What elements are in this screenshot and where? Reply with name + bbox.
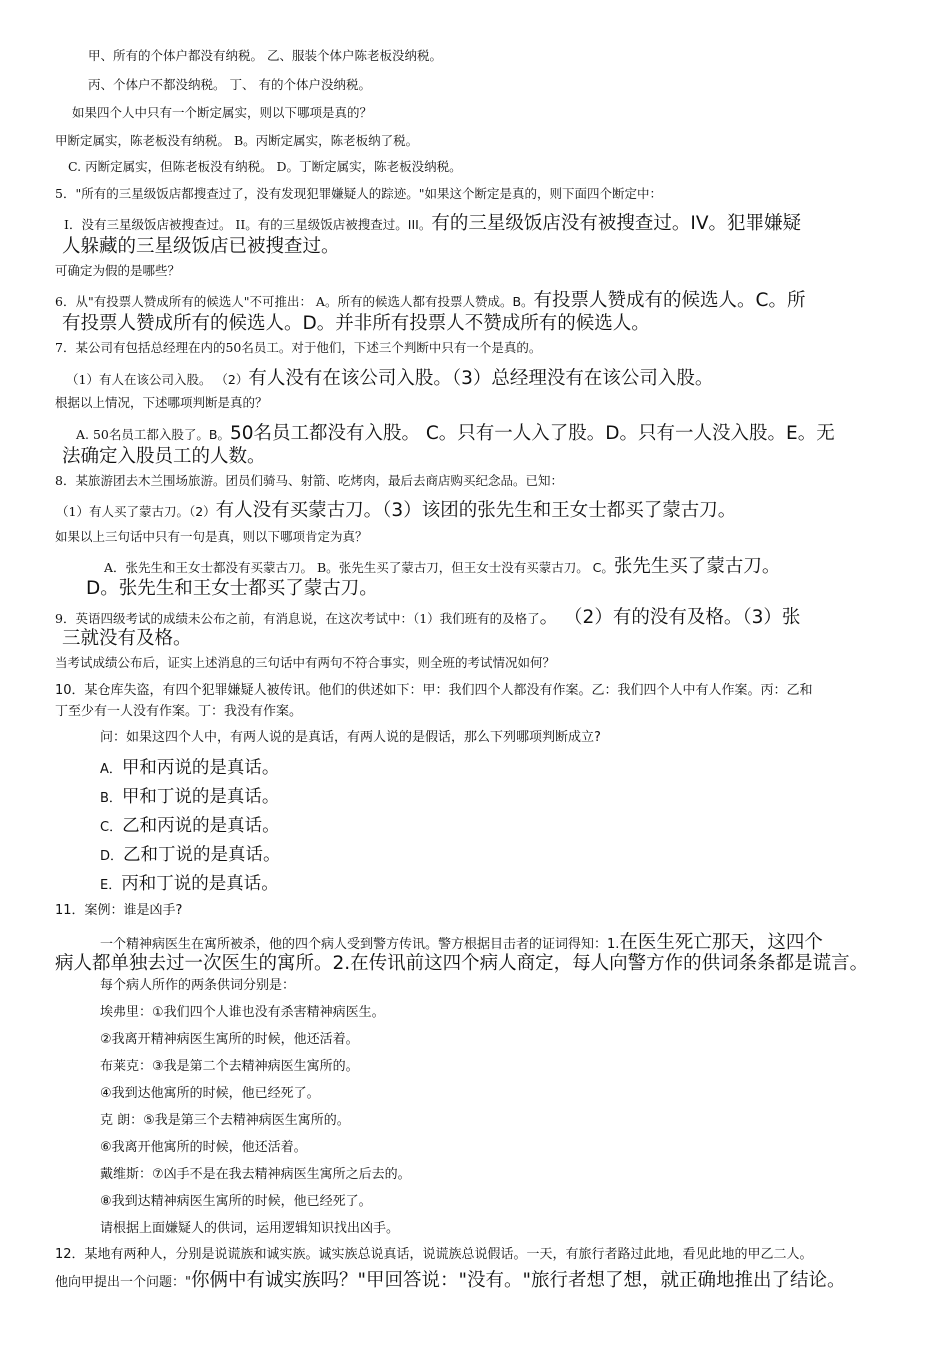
q12-line2 xyxy=(55,1270,846,1291)
q10-option-c xyxy=(100,816,280,836)
q7-question: 根据以上情况，下述哪项判断是真的？ xyxy=(55,395,268,410)
q8-stem: 8．某旅游团去木兰围场旅游。团员们骑马、射箭、吃烤肉，最后去商店购买纪念品。已知： xyxy=(55,473,563,488)
q8-statement-prefix: （1） xyxy=(56,504,89,519)
q11-statement-black-1: 布莱克：③我是第二个去精神病医生寓所的。 xyxy=(100,1059,359,1074)
q9-line2: 三就没有及格。 xyxy=(62,628,192,649)
q8-answer-a: A．张先生和王女士都没有买蒙古刀。 B。 xyxy=(104,560,339,575)
q4-question: 如果四个人中只有一个断定属实，则以下哪项是真的？ xyxy=(72,105,373,120)
q4-options-cd: 丙、个体户不都没纳税。 丁、 有的个体户没纳税。 xyxy=(88,77,371,92)
q9-line1 xyxy=(55,607,800,628)
q5-statements-line2: 人躲藏的三星级饭店已被搜查过。 xyxy=(62,236,340,257)
q11-statement-crown-2: ⑥我离开他寓所的时候，他还活着。 xyxy=(100,1140,307,1155)
q6-option-b: 有投票人赞成有的候选人。C。所 xyxy=(533,290,806,311)
q10-option-text: 乙和丁说的是真话。 xyxy=(123,845,281,865)
q10-option-letter: B． xyxy=(100,791,122,806)
q5-statement-2: 有的三星级饭店被搜查过。III。 xyxy=(257,217,432,232)
q8-statement-1: 有人买了蒙古刀。（2） xyxy=(88,504,216,519)
q8-answer-c: 张先生买了蒙古刀。 xyxy=(613,556,781,577)
q11-statement-crown-1: 克 朗：⑤我是第三个去精神病医生寓所的。 xyxy=(100,1113,350,1128)
q11-intro: 每个病人所作的两条供词分别是： xyxy=(100,978,296,993)
q11-paragraph-big: 在医生死亡那天，这四个 xyxy=(619,932,823,953)
q8-statements xyxy=(56,500,736,521)
q10-option-text: 丙和丁说的是真话。 xyxy=(121,874,279,894)
q5-statements-line1 xyxy=(64,213,801,234)
q11-statement-davis-2: ⑧我到达精神病医生寓所的时候，他已经死了。 xyxy=(100,1194,372,1209)
q11-paragraph-line2: 病人都单独去过一次医生的寓所。2.在传讯前这四个病人商定，每人向警方作的供词条条都是谎言。 xyxy=(55,953,869,974)
q11-statement-black-2: ④我到达他寓所的时候，他已经死了。 xyxy=(100,1086,320,1101)
q4-answers-ab xyxy=(55,134,418,148)
q10-option-letter: A． xyxy=(100,762,122,777)
q12-line2-start: 他向甲提出一个问题：" xyxy=(55,1275,191,1290)
q10-option-letter: C． xyxy=(100,820,123,835)
q6-stem: 6．从"有投票人赞成所有的候选人"不可推出： A。 xyxy=(55,294,338,309)
q11-instruction: 请根据上面嫌疑人的供词，运用逻辑知识找出凶手。 xyxy=(100,1221,400,1236)
q10-stem-line2: 丁至少有一人没有作案。丁：我没有作案。 xyxy=(55,704,303,719)
q7-judgement-1: 有人在该公司入股。 （2） xyxy=(98,372,249,387)
q10-stem-line1: 10．某仓库失盗，有四个犯罪嫌疑人被传讯。他们的供述如下：甲：我们四个人都没有作案。乙：我们四个人中有人作案。丙：乙和 xyxy=(55,683,813,698)
q10-option-text: 乙和丙说的是真话。 xyxy=(122,816,280,836)
q7-judgements xyxy=(66,368,713,389)
q10-question: 问：如果这四个人中，有两人说的是真话，有两人说的是假话，那么下列哪项判断成立? xyxy=(100,730,601,745)
q7-judgement-2-3: 有人没有在该公司入股。（3）总经理没有在该公司入股。 xyxy=(248,368,714,389)
q8-answers-line1 xyxy=(104,556,780,577)
q11-statement-avery-2: ②我离开精神病医生寓所的时候，他还活着。 xyxy=(100,1032,359,1047)
q8-answer-d: D。张先生和王女士都买了蒙古刀。 xyxy=(86,578,378,599)
q10-option-text: 甲和丁说的是真话。 xyxy=(121,787,280,807)
q5-statement-3-4: 有的三星级饭店没有被搜查过。IV。犯罪嫌疑 xyxy=(431,213,801,234)
q7-answers-line2: 法确定入股员工的人数。 xyxy=(62,446,266,467)
q6-line2: 有投票人赞成所有的候选人。D。并非所有投票人不赞成所有的候选人。 xyxy=(62,313,650,334)
q10-option-letter: D． xyxy=(100,849,124,864)
q7-answer-a: 名员工都入股了。B。 xyxy=(108,427,230,442)
q7-answers-line1 xyxy=(76,423,835,444)
q8-statement-2-3: 有人没有买蒙古刀。（3）该团的张先生和王女士都买了蒙古刀。 xyxy=(215,500,737,521)
q5-statement-1: I．没有三星级饭店被搜查过。 II。 xyxy=(64,217,258,232)
q4-answer-a: 甲断定属实，陈老板没有纳税。 B。 xyxy=(55,133,256,148)
q7-answer-b-e: 50名员工都没有入股。 C。只有一人入了股。D。只有一人没入股。E。无 xyxy=(229,423,835,444)
q4-answer-d: 丁断定属实，陈老板没纳税。 xyxy=(299,159,462,174)
q10-option-a xyxy=(100,758,279,778)
q11-statement-davis-1: 戴维斯：⑦凶手不是在我去精神病医生寓所之后去的。 xyxy=(100,1167,411,1182)
q10-option-text: 甲和丙说的是真话。 xyxy=(121,758,280,778)
q4-answer-c: C. 丙断定属实，但陈老板没有纳税。 D。 xyxy=(68,159,300,174)
q11-paragraph-line1 xyxy=(100,932,823,953)
q10-option-d xyxy=(100,845,281,865)
q9-tail: 当考试成绩公布后，证实上述消息的三句话中有两句不符合事实，则全班的考试情况如何？ xyxy=(55,655,556,670)
q8-question: 如果以上三句话中只有一句是真，则以下哪项肯定为真？ xyxy=(55,529,368,544)
q4-options-ab: 甲、所有的个体户都没有纳税。 乙、服装个体户陈老板没纳税。 xyxy=(88,48,442,63)
q11-paragraph-start: 一个精神病医生在寓所被杀，他的四个病人受到警方传讯。警方根据目击者的证词得知：1. xyxy=(100,937,620,952)
q7-answer-a-prefix: A. 50 xyxy=(76,427,109,442)
q12-line1: 12．某地有两种人，分别是说谎族和诚实族。诚实族总说真话，说谎族总说假话。一天，有旅行者路过此地，看见此地的甲乙二人。 xyxy=(55,1247,813,1262)
q9-statements-2-3: 。 （2）有的没有及格。（3）张 xyxy=(539,607,801,628)
q12-line2-big: 你俩中有诚实族吗？"甲回答说："没有。"旅行者想了想，就正确地推出了结论。 xyxy=(190,1270,846,1291)
q9-stem: 9．英语四级考试的成绩未公布之前，有消息说，在这次考试中：（1）我们班有的及格了 xyxy=(55,611,540,626)
q6-line1 xyxy=(55,290,805,311)
q11-statement-avery-1: 埃弗里：①我们四个人谁也没有杀害精神病医生。 xyxy=(100,1005,385,1020)
q4-answer-b: 丙断定属实，陈老板纳了税。 xyxy=(255,133,419,148)
q7-judgement-prefix: （1） xyxy=(66,372,99,387)
q5-tail: 可确定为假的是哪些？ xyxy=(55,263,181,278)
q8-answer-b: 张先生买了蒙古刀，但王女士没有买蒙古刀。 C。 xyxy=(338,560,614,575)
q10-option-b xyxy=(100,787,279,807)
q10-option-letter: E． xyxy=(100,878,122,893)
q4-answers-cd xyxy=(68,160,462,174)
q5-stem: 5．"所有的三星级饭店都搜查过了，没有发现犯罪嫌疑人的踪迹。"如果这个断定是真的，则下面四个断定中： xyxy=(55,186,662,201)
q10-option-e xyxy=(100,874,279,894)
q6-option-a: 所有的候选人都有投票人赞成。B。 xyxy=(337,294,534,309)
q11-title: 11．案例：谁是凶手? xyxy=(55,903,183,918)
q7-stem: 7．某公司有包括总经理在内的50名员工。对于他们，下述三个判断中只有一个是真的。 xyxy=(55,340,542,355)
